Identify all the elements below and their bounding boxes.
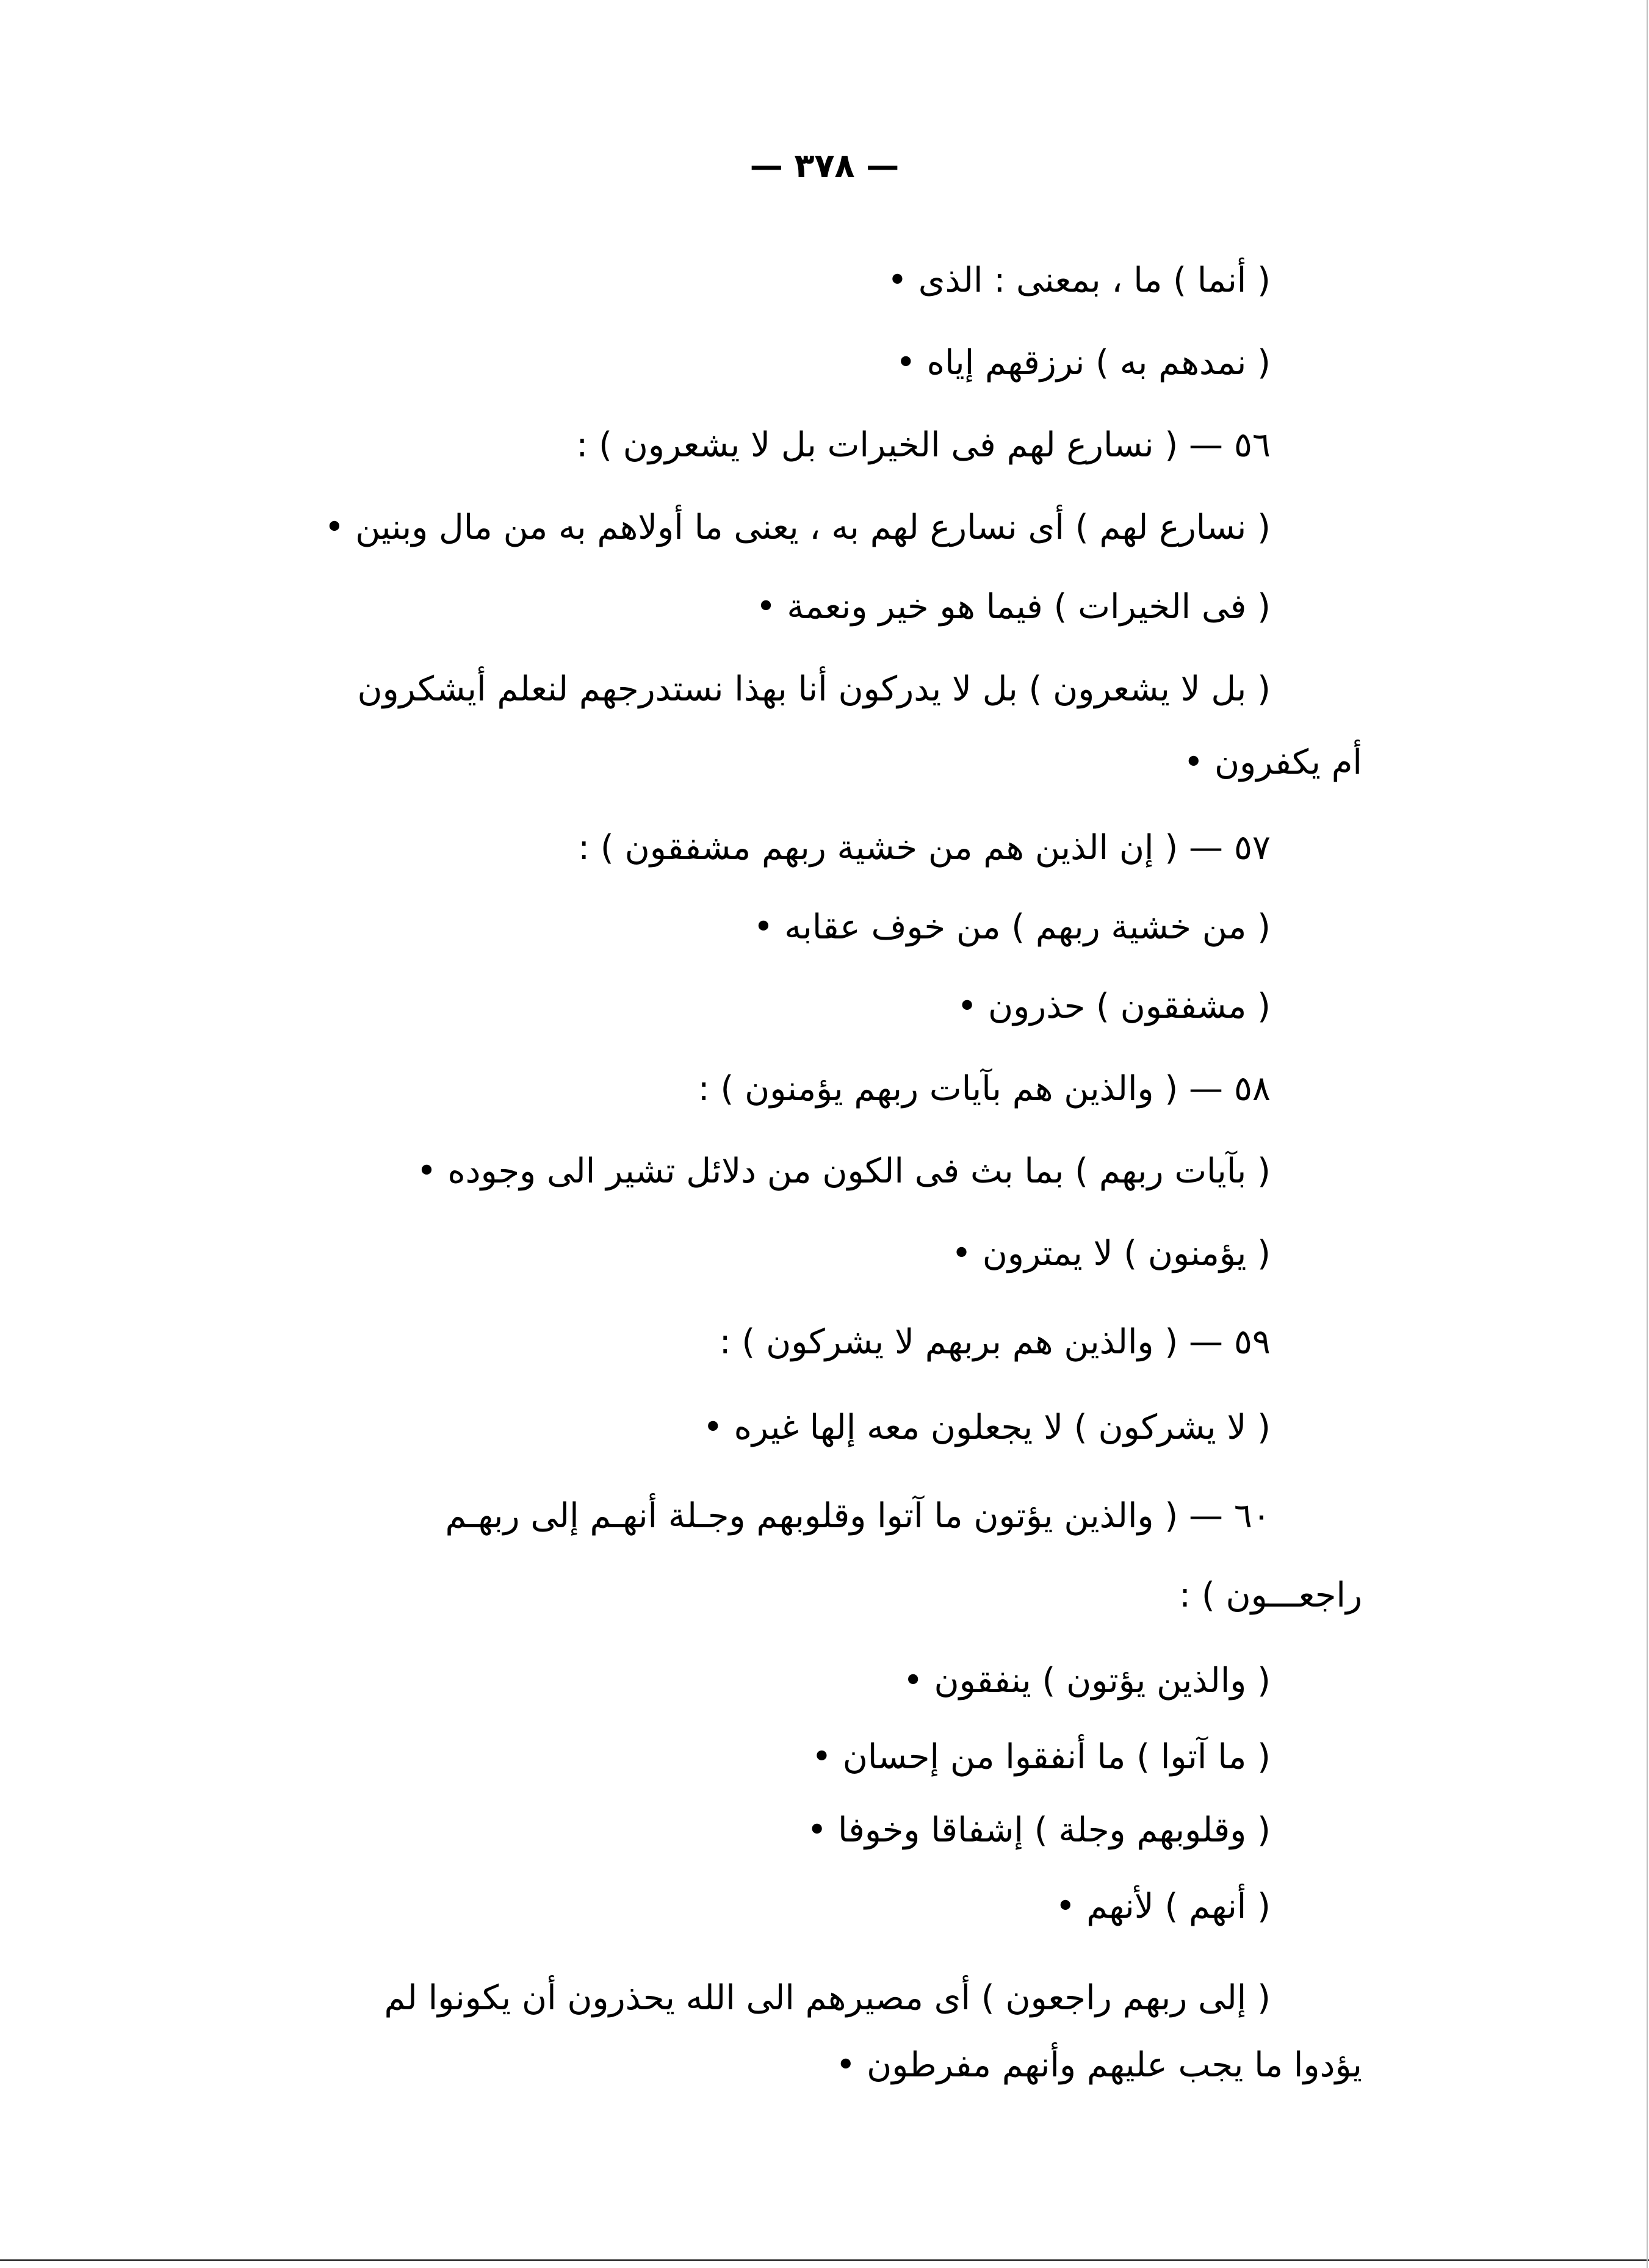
- scan-bottom-edge: [0, 2259, 1649, 2261]
- text-line: ( ما آتوا ) ما أنفقوا من إحسان •: [811, 1737, 1271, 1777]
- verse-heading-56: ٥٦ — ( نسارع لهم فى الخيرات بل لا يشعرون ) :: [576, 425, 1271, 465]
- text-line: ( فى الخيرات ) فيما هو خير ونعمة •: [756, 587, 1271, 627]
- text-line: ( لا يشركون ) لا يجعلون معه إلها غيره •: [702, 1408, 1271, 1447]
- verse-heading-58: ٥٨ — ( والذين هم بآيات ربهم يؤمنون ) :: [698, 1069, 1271, 1109]
- text-line: ( بل لا يشعرون ) بل لا يدركون أنا بهذا نستدرجهم لنعلم أيشكرون: [357, 669, 1271, 709]
- text-line-continuation: أم يكفرون •: [1183, 743, 1362, 782]
- text-line: ( يؤمنون ) لا يمترون •: [951, 1234, 1271, 1273]
- verse-heading-60: ٦٠ — ( والذين يؤتون ما آتوا وقلوبهم وجـلة أنهـم إلى ربهـم: [445, 1496, 1271, 1536]
- text-line: ( أنهم ) لأنهم •: [1055, 1887, 1271, 1926]
- scan-right-edge: [1647, 0, 1648, 2268]
- text-line: ( وقلوبهم وجلة ) إشفاقا وخوفا •: [807, 1810, 1271, 1850]
- text-line: ( أنما ) ما ، بمعنى : الذى •: [887, 261, 1271, 300]
- text-line: ( نمدهم به ) نرزقهم إياه •: [895, 343, 1271, 383]
- text-line: ( والذين يؤتون ) ينفقون •: [903, 1661, 1271, 1701]
- verse-heading-57: ٥٧ — ( إن الذين هم من خشية ربهم مشفقون ) :: [578, 828, 1271, 868]
- text-line: ( من خشية ربهم ) من خوف عقابه •: [753, 907, 1271, 947]
- text-line-continuation: راجعـــون ) :: [1179, 1575, 1362, 1615]
- text-line: ( بآيات ربهم ) بما بث فى الكون من دلائل تشير الى وجوده •: [416, 1151, 1271, 1191]
- page-number: — ٣٧٨ —: [749, 146, 900, 185]
- text-line: ( مشفقون ) حذرون •: [957, 987, 1271, 1026]
- text-line: ( إلى ربهم راجعون ) أى مصيرهم الى الله يحذرون أن يكونوا لم: [384, 1978, 1271, 2018]
- text-line: ( نسارع لهم ) أى نسارع لهم به ، يعنى ما أولاهم به من مال وبنين •: [324, 508, 1271, 547]
- verse-heading-59: ٥٩ — ( والذين هم بربهم لا يشركون ) :: [719, 1322, 1271, 1362]
- text-line-continuation: يؤدوا ما يجب عليهم وأنهم مفرطون •: [835, 2045, 1362, 2085]
